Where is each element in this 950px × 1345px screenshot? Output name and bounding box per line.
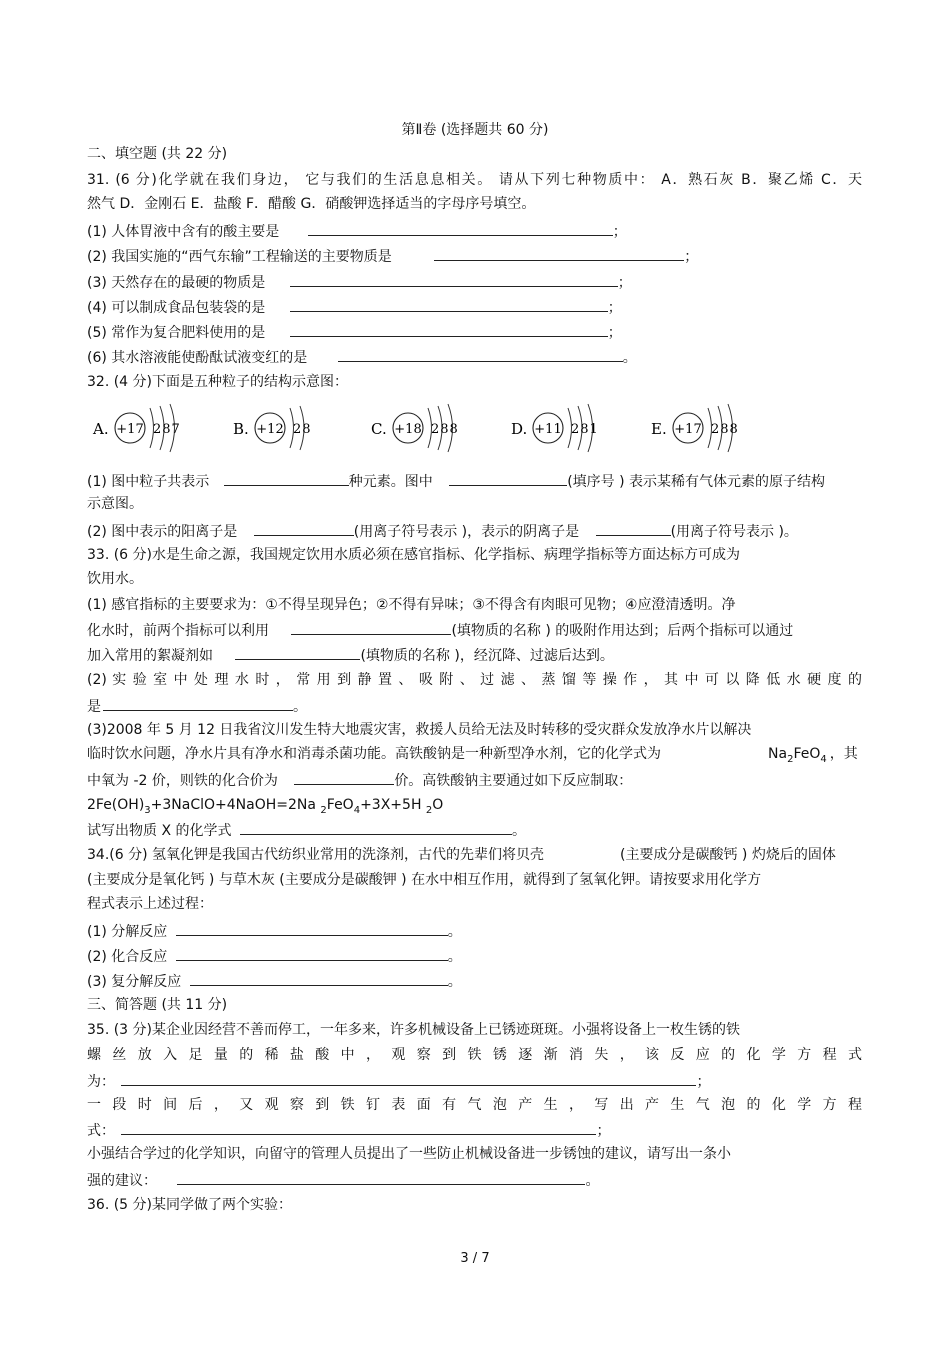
punct: ； bbox=[684, 249, 699, 265]
q33-p3-text-f: 。 bbox=[511, 823, 526, 839]
q34-item-3-text: (3) 复分解反应 bbox=[87, 974, 182, 990]
eq-sub: 4 bbox=[353, 804, 361, 816]
atom-diagram-e bbox=[651, 404, 739, 452]
q35-line4: 一 段 时 间 后 ， 又 观 察 到 铁 钉 表 面 有 气 泡 产 生 ， 写 出 产 生 气 泡 的 化 学 方 程 bbox=[87, 1097, 862, 1113]
q33-p2-line1: (2) 实 验 室 中 处 理 水 时 ， 常 用 到 静 置 、 吸 附 、 过 滤 、 蒸 馏 等 操 作 ， 其 中 可 以 降 低 水 硬 度 的 bbox=[87, 672, 862, 688]
q34-item-3 bbox=[87, 971, 462, 991]
q33-p3-text-c: 中氧为 -2 价，则铁的化合价为 bbox=[87, 773, 278, 789]
q35-line2: 螺 丝 放 入 足 量 的 稀 盐 酸 中 ， 观 察 到 铁 锈 逐 渐 消 失 ， 该 反 应 的 化 学 方 程 式 bbox=[87, 1047, 862, 1063]
answer-blank[interactable] bbox=[103, 696, 293, 711]
section-heading-fill-in: 二、填空题 (共 22 分) bbox=[87, 146, 228, 162]
atom-shells: 28 bbox=[293, 422, 312, 437]
answer-blank[interactable] bbox=[308, 221, 613, 236]
answer-blank[interactable] bbox=[121, 1071, 696, 1086]
punct: ； bbox=[607, 325, 622, 341]
q35-line1: 35. (3 分)某企业因经营不善而停工，一年多来，许多机械设备上已锈迹斑斑。小强将设备上一枚生锈的铁 bbox=[87, 1022, 740, 1038]
q33-p2-text-c: 。 bbox=[293, 699, 307, 715]
f-sub: 4 bbox=[820, 753, 827, 765]
q35-line3 bbox=[87, 1071, 710, 1091]
answer-blank[interactable] bbox=[254, 521, 354, 536]
atom-diagram-d bbox=[511, 404, 599, 452]
q33-p1-text-b: 化水时，前两个指标可以利用 bbox=[87, 623, 269, 639]
answer-blank[interactable] bbox=[290, 322, 608, 337]
q33-p3-line1: (3)2008 年 5 月 12 日我省汶川发生特大地震灾害，救援人员给无法及时转移的受灾群众发放净水片以解决 bbox=[87, 722, 752, 738]
q33-p3-text-d: 价。高铁酸钠主要通过如下反应制取： bbox=[394, 773, 633, 789]
q34-line1 bbox=[87, 846, 544, 864]
answer-blank[interactable] bbox=[596, 521, 671, 536]
q33-p3-line5 bbox=[87, 820, 526, 840]
eq-part: O bbox=[432, 797, 444, 813]
punct: ； bbox=[612, 224, 627, 240]
f-sub: 2 bbox=[787, 753, 794, 765]
q33-stem-line2: 饮用水。 bbox=[87, 571, 143, 587]
atom-shells: 288 bbox=[431, 422, 459, 437]
q31-item-6 bbox=[87, 347, 637, 367]
q35-text-l7a: 强的建议： bbox=[87, 1173, 157, 1189]
q34-item-1 bbox=[87, 921, 462, 941]
atom-nucleus: +11 bbox=[534, 422, 562, 437]
q34-line1-end: (主要成分是碳酸钙 ) 灼烧后的固体 bbox=[620, 847, 836, 863]
q31-item-5 bbox=[87, 322, 622, 342]
q33-p3-line3 bbox=[87, 770, 632, 790]
punct: 。 bbox=[447, 974, 462, 990]
q33-p2-text-b: 是 bbox=[87, 699, 101, 715]
atom-shells: 288 bbox=[711, 422, 739, 437]
q35-line7 bbox=[87, 1170, 599, 1190]
answer-blank[interactable] bbox=[294, 770, 394, 785]
answer-blank[interactable] bbox=[190, 971, 448, 986]
eq-part: 2Fe(OH) bbox=[87, 797, 145, 813]
punct: 。 bbox=[622, 350, 637, 366]
q33-p3-line2 bbox=[87, 745, 661, 763]
q32-part1-text-a: (1) 图中粒子共表示 bbox=[87, 474, 210, 490]
eq-part: +3X+5H bbox=[360, 797, 426, 813]
atom-diagram-a bbox=[92, 404, 181, 452]
answer-blank[interactable] bbox=[235, 645, 360, 660]
atom-shells: 281 bbox=[571, 422, 599, 437]
atom-shells: 287 bbox=[153, 422, 181, 437]
q33-p1-line3 bbox=[87, 645, 614, 665]
q31-stem-line2: 然气 D．金刚石 E．盐酸 F．醋酸 G．硝酸钾选择适当的字母序号填空。 bbox=[87, 196, 536, 212]
atom-label: C. bbox=[371, 420, 387, 438]
punct: ； bbox=[607, 300, 622, 316]
q31-item-3 bbox=[87, 272, 632, 292]
q32-part2-text-a: (2) 图中表示的阳离子是 bbox=[87, 524, 238, 540]
f-part: Na bbox=[768, 746, 788, 762]
q35-text-l5a: 式： bbox=[87, 1123, 115, 1139]
punct: 。 bbox=[447, 924, 462, 940]
q31-item-1-text: (1) 人体胃液中含有的酸主要是 bbox=[87, 224, 280, 240]
q32-part1-text-b: 种元素。图中 bbox=[348, 474, 433, 490]
q33-p1-text-d: 加入常用的絮凝剂如 bbox=[87, 648, 213, 664]
eq-sub: 3 bbox=[144, 804, 151, 816]
atom-label: B. bbox=[233, 420, 249, 438]
q33-p2-line2 bbox=[87, 696, 307, 716]
answer-blank[interactable] bbox=[240, 820, 512, 835]
q33-stem-line1: 33. (6 分)水是生命之源，我国规定饮用水质必须在感官指标、化学指标、病理学指标等方面达标方可成为 bbox=[87, 547, 740, 563]
q32-part1 bbox=[87, 471, 825, 491]
f-part: ，其 bbox=[829, 746, 858, 762]
reaction-equation bbox=[87, 796, 443, 814]
q32-part1-cont: 示意图。 bbox=[87, 496, 143, 512]
q31-item-4-text: (4) 可以制成食品包装袋的是 bbox=[87, 300, 266, 316]
answer-blank[interactable] bbox=[290, 272, 618, 287]
q35-line5 bbox=[87, 1120, 610, 1140]
q31-item-1 bbox=[87, 221, 627, 241]
q35-line6: 小强结合学过的化学知识，向留守的管理人员提出了一些防止机械设备进一步锈蚀的建议，请写出一条小 bbox=[87, 1146, 731, 1162]
q33-p1-text-e: (填物质的名称 )，经沉降、过滤后达到。 bbox=[360, 648, 614, 664]
answer-blank[interactable] bbox=[290, 297, 608, 312]
atom-nucleus: +17 bbox=[674, 422, 702, 437]
q35-text-l3a: 为： bbox=[87, 1074, 115, 1090]
q32-part2-text-b: (用离子符号表示 )，表示的阴离子是 bbox=[353, 524, 580, 540]
atom-label: D. bbox=[511, 420, 528, 438]
q32-stem: 32. (4 分)下面是五种粒子的结构示意图： bbox=[87, 374, 348, 390]
atom-label: E. bbox=[651, 420, 667, 438]
q36-stem: 36. (5 分)某同学做了两个实验： bbox=[87, 1197, 292, 1213]
answer-blank[interactable] bbox=[176, 921, 448, 936]
q33-p3-text-e: 试写出物质 X 的化学式 bbox=[87, 823, 232, 839]
eq-part: FeO bbox=[326, 797, 354, 813]
q33-p1-text-c: (填物质的名称 ) 的吸附作用达到；后两个指标可以通过 bbox=[451, 623, 794, 639]
section-heading-short-answer: 三、简答题 (共 11 分) bbox=[87, 997, 228, 1013]
q33-p1-line2 bbox=[87, 620, 793, 640]
chemical-formula-na2feo4 bbox=[768, 745, 858, 763]
q31-item-2-text: (2) 我国实施的“西气东输”工程输送的主要物质是 bbox=[87, 249, 392, 265]
q32-part2-text-c: (用离子符号表示 )。 bbox=[670, 524, 798, 540]
punct: ； bbox=[596, 1123, 611, 1139]
atom-nucleus: +18 bbox=[394, 422, 422, 437]
atom-diagram-c bbox=[371, 404, 459, 452]
q34-text-a: 34.(6 分) 氢氧化钾是我国古代纺织业常用的洗涤剂，古代的先辈们将贝壳 bbox=[87, 847, 544, 863]
q34-item-1-text: (1) 分解反应 bbox=[87, 924, 168, 940]
answer-blank[interactable] bbox=[449, 471, 567, 486]
q32-part1-text-c: (填序号 ) 表示某稀有气体元素的原子结构 bbox=[567, 474, 826, 490]
f-part: FeO bbox=[793, 746, 821, 762]
q33-p3-text-b: 临时饮水问题，净水片具有净水和消毒杀菌功能。高铁酸钠是一种新型净水剂，它的化学式为 bbox=[87, 746, 661, 762]
punct: 。 bbox=[585, 1173, 600, 1189]
q32-part2 bbox=[87, 521, 798, 541]
eq-sub: 2 bbox=[425, 804, 433, 816]
answer-blank[interactable] bbox=[176, 946, 448, 961]
answer-blank[interactable] bbox=[338, 347, 623, 362]
answer-blank[interactable] bbox=[291, 620, 451, 635]
answer-blank[interactable] bbox=[177, 1170, 585, 1185]
eq-part: +3NaClO+4NaOH=2Na bbox=[150, 797, 321, 813]
eq-sub: 2 bbox=[320, 804, 327, 816]
q33-p1-line1: (1) 感官指标的主要要求为：①不得呈现异色；②不得有异味；③不得含有肉眼可见物；④应澄清透明。净 bbox=[87, 597, 736, 613]
q31-stem-line1: 31. (6 分)化学就在我们身边， 它与我们的生活息息相关。 请从下列七种物质中： A．熟石灰 B．聚乙烯 C．天 bbox=[87, 172, 862, 188]
punct: 。 bbox=[447, 949, 462, 965]
q34-line2: (主要成分是氧化钙 ) 与草木灰 (主要成分是碳酸钾 ) 在水中相互作用，就得到了氢氧化钾。请按要求用化学方 bbox=[87, 872, 762, 888]
atom-diagram-b bbox=[233, 406, 312, 450]
q31-item-2 bbox=[87, 246, 698, 266]
q34-item-2 bbox=[87, 946, 462, 966]
answer-blank[interactable] bbox=[121, 1120, 596, 1135]
answer-blank[interactable] bbox=[434, 246, 684, 261]
answer-blank[interactable] bbox=[224, 471, 349, 486]
page-number: 3 / 7 bbox=[460, 1251, 490, 1266]
atom-label: A. bbox=[93, 420, 109, 438]
q31-item-3-text: (3) 天然存在的最硬的物质是 bbox=[87, 275, 266, 291]
q34-item-2-text: (2) 化合反应 bbox=[87, 949, 168, 965]
atom-structure-diagrams bbox=[87, 402, 867, 458]
q31-item-6-text: (6) 其水溶液能使酚酞试液变红的是 bbox=[87, 350, 308, 366]
q31-item-5-text: (5) 常作为复合肥料使用的是 bbox=[87, 325, 266, 341]
q34-line3: 程式表示上述过程： bbox=[87, 896, 213, 912]
punct: ； bbox=[617, 275, 632, 291]
q31-item-4 bbox=[87, 297, 622, 317]
page-header: 第Ⅱ卷 (选择题共 60 分) bbox=[401, 122, 549, 138]
punct: ； bbox=[696, 1074, 711, 1090]
atom-nucleus: +17 bbox=[116, 422, 144, 437]
atom-nucleus: +12 bbox=[256, 422, 284, 437]
